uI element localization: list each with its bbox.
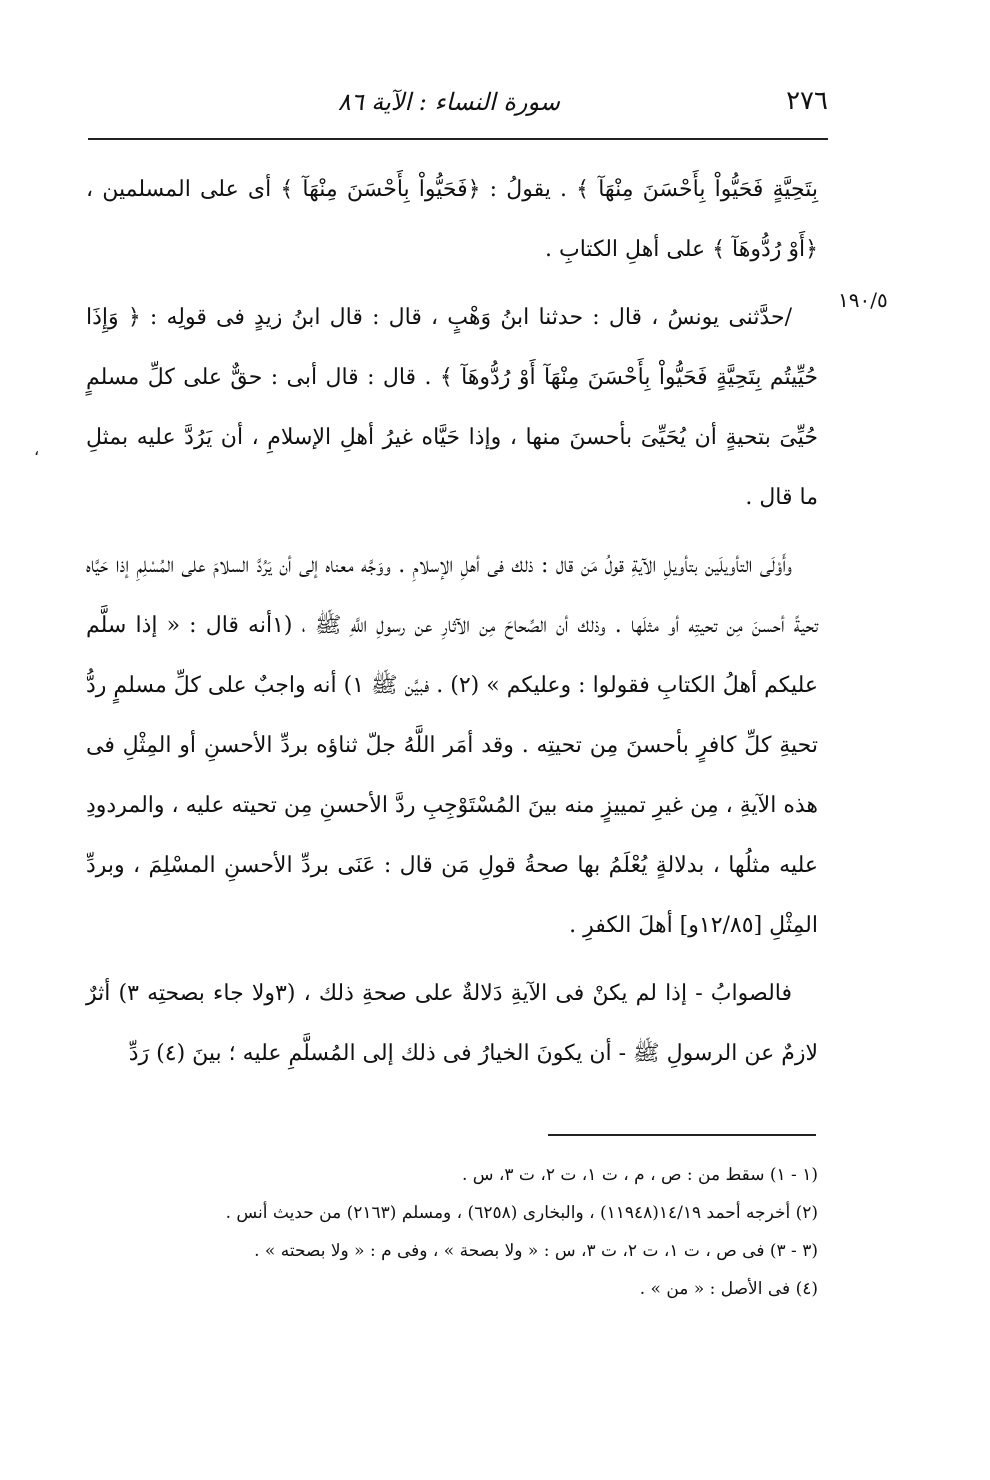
footnote-2: (٢) أخرجه أحمد ١٤/١٩(١١٩٤٨) ، والبخارى (٦٢٥٨) ، ومسلم (٢١٦٣) من حديث أنس . xyxy=(225,1203,818,1223)
footnote-rule xyxy=(548,1134,816,1136)
margin-reference: ١٩٠/٥ xyxy=(838,288,888,312)
footnote-1: (١ - ١) سقط من : ص ، م ، ت ١، ت ٢، ت ٣، س . xyxy=(461,1165,818,1185)
paragraph-3: وأَوْلَى التأويلَين بتأويلِ الآيةِ قولُ مَن قال : ذلك فى أهلِ الإسلامِ . ووَجَّه معناه إلى أن يَرُدَّ السلامَ على المُسْلِمِ إذا حَيَّاه تحيةً أحسنَ مِن تحيتِه أو مثلَها . وذلك أن الصِّحاحَ مِن الآثارِ عن رسولِ اللَّهِ ﷺ ، (١أنه قال : « إذا سلَّم عليكم أهلُ الكتابِ فقولوا : وعليكم » (٢) . فبيَّن ﷺ ١) أنه واجبٌ على كلِّ مسلمٍ ردُّ تحيةِ كلِّ كافرٍ بأحسنَ مِن تحيتِه . وقد أمَر اللَّهُ جلّ ثناؤه بردِّ الأحسنِ أو المِثْلِ فى هذه الآيةِ ، مِن غيرِ تمييزٍ منه بينَ المُسْتَوْجِبِ ردَّ الأحسنِ مِن تحيته عليه ، والمردودِ عليه مثلُها ، بدلالةٍ يُعْلَمُ بها صحةُ قولِ مَن قال : عَنَى بردِّ الأحسنِ المسْلِمَ ، وبردِّ المِثْلِ [١٢/٨٥و] أهلَ الكفرِ . xyxy=(86,553,819,938)
running-title: سورة النساء : الآية ٨٦ xyxy=(337,88,560,116)
margin-tick-mark: ، xyxy=(34,440,40,459)
footnote-4: (٤) فى الأصل : « من » . xyxy=(639,1279,818,1299)
paragraph-4: فالصوابُ - إذا لم يكنْ فى الآيةِ دَلالةٌ على صحةِ ذلك ، (٣ولا جاء بصحتِه ٣) أثرٌ لازمٌ عن الرسولِ ﷺ - أن يكونَ الخيارُ فى ذلك إلى المُسلَّمِ عليه ؛ بينَ (٤) رَدِّ xyxy=(86,981,818,1066)
paragraph-2: /حدَّثنى يونسُ ، قال : حدثنا ابنُ وَهْبٍ ، قال : قال ابنُ زيدٍ فى قولِه : ﴿ وَإِذَا حُيِّيتُم بِتَحِيَّةٍ فَحَيُّواْ بِأَحْسَنَ مِنْهَآ أَوْ رُدُّوهَآ ﴾ . قال : قال أبى : حقٌّ على كلِّ مسلمٍ حُيِّىَ بتحيةٍ أن يُحَيِّىَ بأحسنَ منها ، وإذا حَيَّاه غيرُ أهلِ الإسلامِ ، أن يَرُدَّ عليه بمثلِ ما قال . xyxy=(86,305,818,510)
header-rule xyxy=(88,138,828,140)
page-number: ٢٧٦ xyxy=(786,86,828,116)
body-text xyxy=(86,160,818,1084)
footnote-3: (٣ - ٣) فى ص ، ت ١، ت ٢، ت ٣، س : « ولا بصحة » ، وفى م : « ولا بصحته » . xyxy=(254,1241,818,1261)
page-header xyxy=(88,86,828,120)
footnotes xyxy=(86,1156,818,1308)
paragraph-1: بِتَحِيَّةٍ فَحَيُّواْ بِأَحْسَنَ مِنْهَآ ﴾ . يقولُ : ﴿فَحَيُّواْ بِأَحْسَنَ مِنْهَآ ﴾ أى على المسلمين ، ﴿أَوْ رُدُّوهَآ ﴾ على أهلِ الكتابِ . xyxy=(86,177,818,262)
